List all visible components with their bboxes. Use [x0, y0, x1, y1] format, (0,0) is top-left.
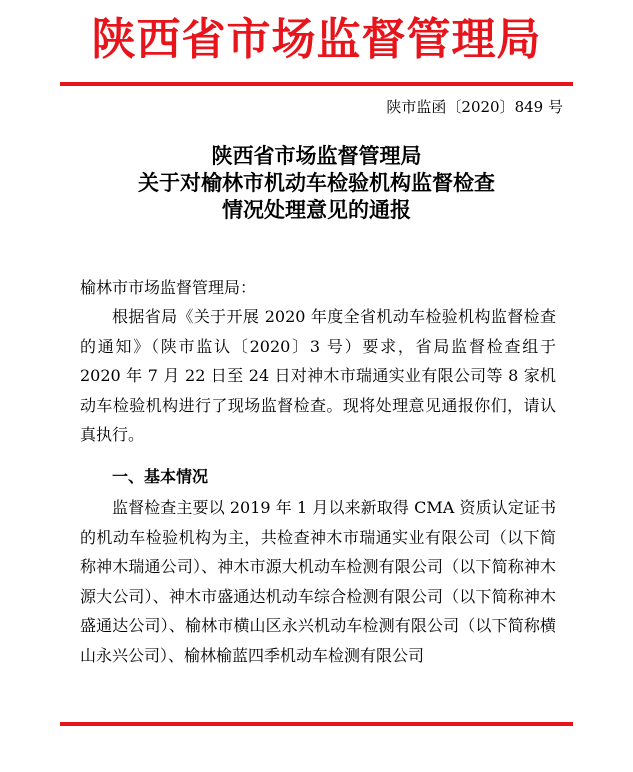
salutation: 榆林市市场监督管理局： — [80, 278, 257, 297]
letterhead-red-rule — [60, 82, 573, 86]
document-title — [0, 142, 633, 223]
section-heading-basic-info: 一、基本情况 — [112, 467, 209, 486]
paragraph-intro: 根据省局《关于开展 2020 年度全省机动车检验机构监督检查的通知》（陕市监认〔2020〕3 号）要求，省局监督检查组于 2020 年 7 月 22 日至 24 日对神木市瑞通实业有限公司等 8 家机动车检验机构进行了现场监督检查。现将处理意见通报你们，请认真执行。 — [80, 307, 556, 444]
footer-red-rule — [60, 722, 573, 726]
paragraph-basic-info: 监督检查主要以 2019 年 1 月以来新取得 CMA 资质认定证书的机动车检验机构为主，共检查神木市瑞通实业有限公司（以下简称神木瑞通公司）、神木市源大机动车检测有限公司（以下简称神木源大公司）、神木市盛通达机动车综合检测有限公司（以下简称神木盛通达公司）、榆林市横山区永兴机动车检测有限公司（以下简称横山永兴公司）、榆林榆蓝四季机动车检测有限公司 — [80, 498, 556, 665]
title-line-1: 陕西省市场监督管理局 — [211, 143, 422, 168]
document-number: 陕市监函〔2020〕849 号 — [386, 98, 563, 116]
org-letterhead-title: 陕西省市场监督管理局 — [91, 14, 542, 65]
title-line-3: 情况处理意见的通报 — [222, 197, 411, 222]
title-line-2: 关于对榆林市机动车检验机构监督检查 — [138, 170, 495, 195]
